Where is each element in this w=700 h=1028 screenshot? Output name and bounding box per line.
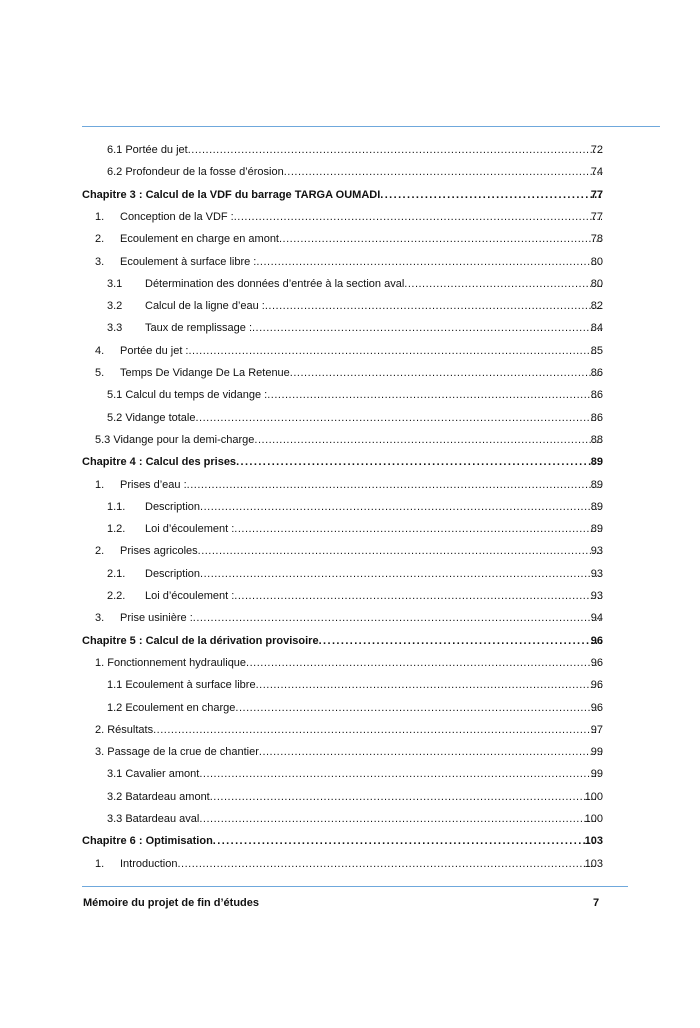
toc-entry-page: 93 [590,545,603,558]
toc-entry[interactable] [0,742,700,762]
toc-entry[interactable] [0,586,700,606]
toc-entry[interactable] [0,408,700,428]
toc-entry-title: 1.1 Ecoulement à surface libre [107,679,256,692]
toc-entry-title: Calcul de la ligne d’eau : [145,300,265,313]
toc-entry[interactable] [0,809,700,829]
toc-entry-page: 93 [590,590,603,602]
toc-entry-page: 96 [590,679,603,692]
toc-entry-page: 84 [590,322,603,335]
toc-entry-number: 2. [95,233,105,246]
toc-leader-dots [254,430,602,450]
toc-entry-page: 78 [590,233,603,246]
toc-entry[interactable] [0,764,700,784]
toc-entry-title: Temps De Vidange De La Retenue [120,367,290,379]
toc-leader-dots [259,742,602,762]
toc-leader-dots [290,363,602,383]
toc-leader-dots [198,541,602,561]
toc-entry-page: 85 [590,344,603,357]
toc-leader-dots [256,252,602,272]
toc-entry-page: 89 [590,500,603,513]
toc-entry[interactable] [0,608,700,628]
toc-leader-dots [199,764,602,784]
toc-leader-dots [246,653,602,673]
toc-entry-page: 77 [590,210,603,223]
toc-leader-dots [235,698,602,718]
toc-entry-page: 99 [590,746,603,759]
toc-entry-number: 2.2. [107,590,126,602]
toc-leader-dots [213,831,596,851]
toc-leader-dots [267,385,602,405]
toc-leader-dots [256,675,602,695]
toc-leader-dots [187,475,602,495]
toc-leader-dots [199,809,596,829]
toc-entry-title: 3.1 Cavalier amont [107,768,200,781]
toc-entry[interactable] [0,653,700,673]
toc-leader-dots [200,564,602,584]
toc-entry-title: Conception de la VDF : [120,210,234,223]
toc-entry-title: Portée du jet : [120,344,189,357]
toc-leader-dots [234,586,602,606]
toc-entry-page: 96 [590,656,603,669]
toc-entry-title: Prises agricoles [120,545,198,558]
footer-page-number: 7 [593,897,600,909]
toc-entry-title: 6.1 Portée du jet [107,144,188,156]
toc-entry[interactable] [0,854,700,874]
toc-entry-title: 5.1 Calcul du temps de vidange : [107,389,268,402]
toc-entry-title: Taux de remplissage : [145,322,252,335]
toc-entry-page: 103 [584,857,603,870]
toc-chapter-entry[interactable] [0,631,700,651]
toc-entry-title: Détermination des données d’entrée à la section aval [145,277,405,290]
toc-entry-page: 93 [590,567,603,580]
toc-entry[interactable] [0,162,700,182]
toc-leader-dots [234,519,602,539]
toc-entry-title: Chapitre 6 : Optimisation [82,835,213,848]
toc-leader-dots [265,296,602,316]
toc-entry-title: 1. Fonctionnement hydraulique [95,656,247,669]
toc-entry-title: Loi d’écoulement : [145,523,235,536]
toc-entry-title: Chapitre 3 : Calcul de la VDF du barrage TARGA OUMADI [82,188,381,201]
toc-leader-dots [284,162,602,182]
toc-leader-dots [153,720,602,740]
toc-entry-title: 2. Résultats [95,723,154,736]
toc-entry-page: 100 [584,790,603,803]
toc-entry[interactable] [0,564,700,584]
toc-entry-page: 74 [590,166,603,179]
toc-entry[interactable] [0,274,700,294]
toc-entry-number: 3. [95,612,105,625]
toc-entry-page: 97 [590,723,603,736]
toc-entry-page: 96 [590,701,603,714]
toc-entry[interactable] [0,229,700,249]
toc-entry-number: 3.1 [107,277,123,290]
toc-leader-dots [200,497,602,517]
toc-leader-dots [404,274,602,294]
toc-entry-page: 103 [584,835,603,848]
toc-entry-page: 86 [590,411,603,424]
toc-leader-dots [188,140,602,160]
toc-entry-page: 72 [590,144,603,156]
toc-entry-page: 96 [590,634,603,647]
toc-entry-title: Introduction [120,857,178,870]
toc-entry[interactable] [0,341,700,361]
toc-entry[interactable] [0,787,700,807]
toc-entry-title: Ecoulement en charge en amont [120,233,279,246]
toc-entry-title: Prises d’eau : [120,478,187,491]
toc-entry-title: Prise usinière : [120,612,193,625]
toc-entry-number: 1. [95,210,105,223]
toc-leader-dots [189,341,603,361]
toc-leader-dots [380,185,602,205]
toc-entry-page: 82 [590,300,603,313]
toc-entry-title: 3. Passage de la crue de chantier [95,746,259,759]
toc-leader-dots [193,608,602,628]
toc-entry-title: 1.2 Ecoulement en charge [107,701,236,714]
toc-entry[interactable] [0,497,700,517]
toc-entry-number: 2.1. [107,567,126,580]
toc-entry[interactable] [0,385,700,405]
toc-entry-number: 3.2 [107,300,123,313]
toc-entry-page: 86 [590,367,603,379]
footer-rule [82,886,628,887]
toc-entry-number: 1. [95,478,105,491]
toc-entry-number: 4. [95,344,105,357]
toc-entry[interactable] [0,207,700,227]
toc-entry-page: 80 [590,277,603,290]
toc-leader-dots [195,408,602,428]
toc-entry-page: 88 [590,433,603,446]
toc-entry-number: 5. [95,367,105,379]
toc-entry-page: 86 [590,389,603,402]
toc-entry[interactable] [0,296,700,316]
toc-chapter-entry[interactable] [0,831,700,851]
toc-entry-page: 89 [590,456,603,469]
header-rule [82,126,660,127]
toc-entry[interactable] [0,252,700,272]
toc-entry[interactable] [0,430,700,450]
toc-entry-page: 100 [584,813,603,825]
toc-entry-page: 80 [590,255,603,268]
toc-entry-number: 3.3 [107,322,123,335]
footer-title: Mémoire du projet de fin d’études [83,897,260,909]
toc-leader-dots [177,854,596,874]
toc-entry-title: Chapitre 4 : Calcul des prises [82,456,237,469]
toc-entry[interactable] [0,541,700,561]
toc-entry-title: Description [145,567,201,580]
toc-entry-page: 77 [590,188,603,201]
toc-entry-title: 3.2 Batardeau amont [107,790,210,803]
toc-entry[interactable] [0,519,700,539]
toc-entry-page: 99 [590,768,603,781]
toc-leader-dots [252,318,602,338]
toc-entry-number: 2. [95,545,105,558]
toc-entry-title: Ecoulement à surface libre : [120,255,257,268]
toc-entry[interactable] [0,475,700,495]
toc-chapter-entry[interactable] [0,185,700,205]
toc-entry-page: 89 [590,523,603,536]
toc-entry[interactable] [0,675,700,695]
toc-entry-title: Loi d’écoulement : [145,590,235,602]
toc-leader-dots [236,452,602,472]
toc-entry-number: 1. [95,857,105,870]
toc-entry[interactable] [0,698,700,718]
toc-leader-dots [319,631,602,651]
toc-entry-title: Chapitre 5 : Calcul de la dérivation provisoire [82,634,319,647]
toc-leader-dots [279,229,602,249]
toc-leader-dots [210,787,596,807]
toc-entry-page: 94 [590,612,603,625]
toc-entry-title: 5.3 Vidange pour la demi-charge [95,433,255,446]
toc-entry-number: 1.2. [107,523,126,536]
toc-entry-title: 3.3 Batardeau aval [107,813,200,825]
toc-leader-dots [234,207,602,227]
toc-chapter-entry[interactable] [0,452,700,472]
toc-entry[interactable] [0,720,700,740]
toc-entry-title: Description [145,500,201,513]
toc-entry[interactable] [0,363,700,383]
toc-entry[interactable] [0,140,700,160]
toc-entry-title: 6.2 Profondeur de la fosse d’érosion [107,166,284,179]
toc-entry[interactable] [0,318,700,338]
toc-entry-page: 89 [590,478,603,491]
toc-entry-number: 3. [95,255,105,268]
toc-entry-number: 1.1. [107,500,126,513]
toc-entry-title: 5.2 Vidange totale [107,411,196,424]
